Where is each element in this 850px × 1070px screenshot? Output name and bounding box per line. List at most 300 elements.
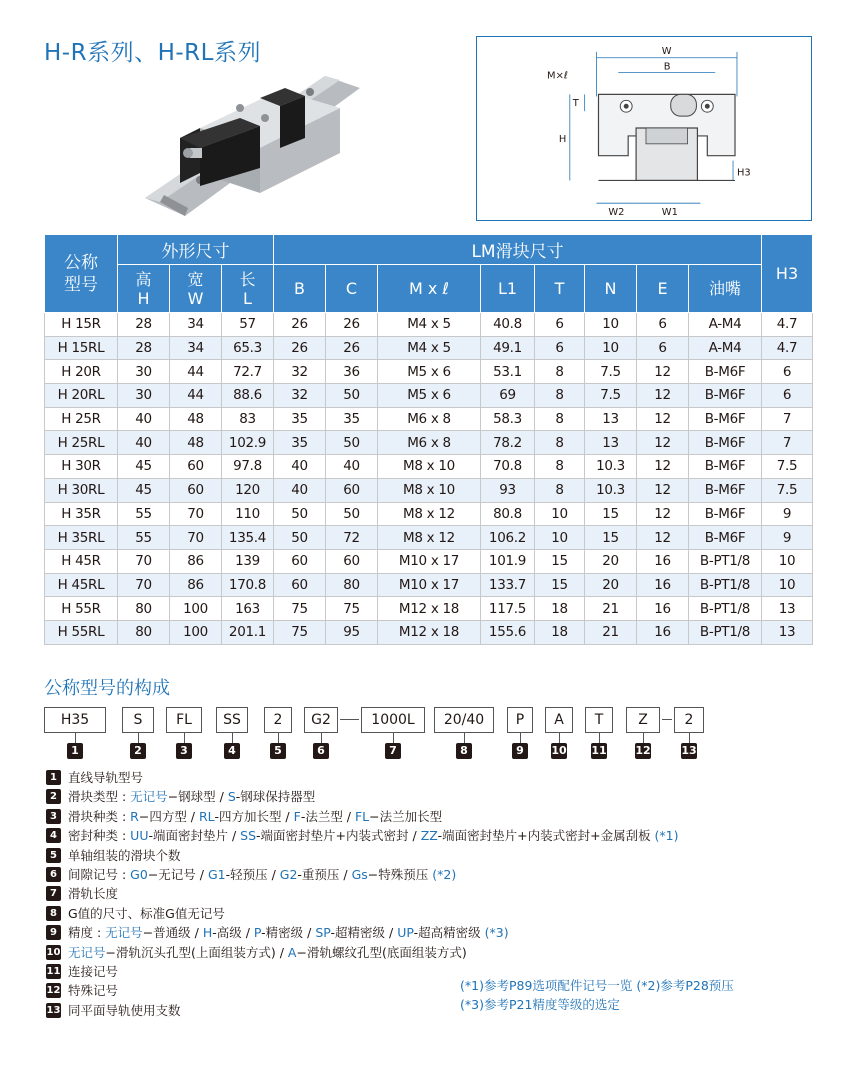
legend-text: G1 [207, 866, 226, 882]
table-cell: 6 [637, 336, 689, 360]
legend-text: −普通级 / [142, 925, 203, 941]
table-cell: H 15R [45, 313, 118, 337]
table-cell: 10 [585, 313, 637, 337]
legend-number-badge: 5 [46, 848, 61, 863]
code-part-box: SS [216, 707, 248, 733]
code-part-box: 20/40 [434, 707, 494, 733]
table-cell: 6 [762, 384, 813, 408]
table-cell: H 30RL [45, 478, 118, 502]
table-cell: 36 [326, 360, 378, 384]
legend-number-badge: 2 [46, 789, 61, 804]
diagram-label-w1: W1 [661, 207, 678, 219]
legend-text: FL [354, 808, 370, 824]
table-cell: 28 [118, 336, 170, 360]
legend-text: SP [315, 925, 331, 941]
header-outer: 外形尺寸 [118, 235, 274, 265]
table-cell: 6 [535, 313, 585, 337]
table-row [45, 313, 813, 337]
table-cell: 60 [274, 549, 326, 573]
table-cell: 9 [762, 502, 813, 526]
table-cell: 102.9 [222, 431, 274, 455]
table-cell: M6 x 8 [378, 431, 481, 455]
legend-text: R [130, 808, 139, 824]
note-line-1: (*1)参考P89选项配件记号一览 (*2)参考P28预压 [460, 978, 734, 993]
legend-text: −无记号 / [147, 866, 208, 882]
table-cell: 53.1 [481, 360, 535, 384]
table-cell: 48 [170, 431, 222, 455]
table-cell: M8 x 10 [378, 478, 481, 502]
code-number-badge: 2 [130, 743, 146, 759]
table-cell: H 25R [45, 407, 118, 431]
table-cell: 155.6 [481, 620, 535, 644]
table-cell: B-M6F [689, 360, 762, 384]
table-cell: H 45R [45, 549, 118, 573]
legend-text: 滑块种类 : [68, 808, 131, 824]
table-cell: 32 [274, 384, 326, 408]
table-cell: H 35RL [45, 526, 118, 550]
table-cell: M6 x 8 [378, 407, 481, 431]
legend-text: -重预压 / [297, 866, 352, 882]
table-row [45, 431, 813, 455]
table-cell: 170.8 [222, 573, 274, 597]
table-cell: 15 [585, 502, 637, 526]
table-row [45, 407, 813, 431]
spec-table [44, 234, 813, 645]
table-row [45, 360, 813, 384]
legend-text: (*2) [432, 866, 457, 882]
code-part-box: 1000L [361, 707, 425, 733]
table-cell: 44 [170, 384, 222, 408]
table-cell: 12 [637, 455, 689, 479]
table-row [45, 526, 813, 550]
table-cell: 60 [274, 573, 326, 597]
code-connector [321, 733, 322, 743]
table-cell: 35 [326, 407, 378, 431]
table-cell: 13 [585, 407, 637, 431]
table-cell: H 25RL [45, 431, 118, 455]
table-cell: 6 [535, 336, 585, 360]
table-cell: 34 [170, 313, 222, 337]
spec-table-body [45, 313, 813, 645]
table-cell: 135.4 [222, 526, 274, 550]
legend-number-badge: 12 [46, 985, 61, 997]
code-section-title: 公称型号的构成 [44, 678, 170, 699]
code-number-badge: 12 [635, 744, 651, 757]
legend-item [44, 787, 804, 806]
table-cell: 88.6 [222, 384, 274, 408]
table-cell: 4.7 [762, 313, 813, 337]
table-cell: 15 [535, 573, 585, 597]
table-row [45, 549, 813, 573]
legend-text: G值的尺寸、标准G值无记号 [68, 905, 225, 921]
table-cell: 20 [585, 549, 637, 573]
table-cell: H 55R [45, 597, 118, 621]
table-cell: B-M6F [689, 431, 762, 455]
table-cell: H 15RL [45, 336, 118, 360]
table-cell: 86 [170, 549, 222, 573]
legend-text: H [202, 925, 213, 941]
table-cell: M5 x 6 [378, 384, 481, 408]
code-part-box: T [585, 707, 613, 733]
header-block-col-5: N [585, 265, 637, 313]
legend-number-badge: 4 [46, 828, 61, 843]
legend-number-badge: 1 [46, 770, 61, 785]
table-row [45, 502, 813, 526]
table-cell: 70 [118, 573, 170, 597]
code-number-badge: 13 [681, 744, 697, 757]
table-cell: 40 [326, 455, 378, 479]
code-number-badge: 9 [512, 743, 528, 759]
table-cell: M12 x 18 [378, 597, 481, 621]
code-part-box: G2 [304, 707, 338, 733]
table-cell: M4 x 5 [378, 313, 481, 337]
code-part-box: 2 [264, 707, 292, 733]
legend-text: (*3) [484, 925, 509, 941]
legend-text: -精密级 / [261, 925, 316, 941]
header-outer-l: 长 L [222, 265, 274, 313]
table-cell: 106.2 [481, 526, 535, 550]
table-cell: 97.8 [222, 455, 274, 479]
legend-item [44, 846, 804, 865]
table-cell: 13 [762, 620, 813, 644]
table-cell: 12 [637, 502, 689, 526]
table-cell: 12 [637, 526, 689, 550]
table-cell: 95 [326, 620, 378, 644]
legend-text: 连接记号 [68, 963, 119, 979]
legend-text: -端面密封垫片+内装式密封 / [256, 828, 421, 844]
header-block-col-3: L1 [481, 265, 535, 313]
diagram-label-w: W [661, 45, 672, 57]
legend-text: 间隙记号 : [68, 866, 131, 882]
table-cell: 20 [585, 573, 637, 597]
diagram-label-t: T [572, 98, 579, 110]
code-connector [138, 733, 139, 743]
table-cell: 16 [637, 620, 689, 644]
legend-text: -高级 / [212, 925, 254, 941]
table-cell: 70 [118, 549, 170, 573]
legend-item [44, 807, 804, 826]
table-cell: 101.9 [481, 549, 535, 573]
code-part-box: 2 [674, 707, 704, 733]
legend-text: -四方加长型 / [214, 808, 294, 824]
table-cell: 10 [585, 336, 637, 360]
table-cell: B-PT1/8 [689, 597, 762, 621]
table-cell: M8 x 12 [378, 526, 481, 550]
table-cell: 32 [274, 360, 326, 384]
legend-text: G2 [279, 866, 298, 882]
header-block-col-7: 油嘴 [689, 265, 762, 313]
table-cell: 40 [118, 407, 170, 431]
table-cell: 30 [118, 360, 170, 384]
table-cell: 45 [118, 455, 170, 479]
table-cell: 50 [326, 431, 378, 455]
header-h3: H3 [762, 235, 813, 313]
legend-text: 精度 : [68, 925, 106, 941]
table-cell: 86 [170, 573, 222, 597]
table-row [45, 384, 813, 408]
legend-text: RL [199, 808, 215, 824]
reference-notes [460, 976, 734, 1014]
table-cell: 8 [535, 455, 585, 479]
table-cell: 6 [637, 313, 689, 337]
header-block: LM滑块尺寸 [274, 235, 762, 265]
table-cell: 21 [585, 597, 637, 621]
table-cell: 201.1 [222, 620, 274, 644]
table-cell: 50 [274, 502, 326, 526]
table-cell: 12 [637, 431, 689, 455]
table-cell: 65.3 [222, 336, 274, 360]
code-number-badge: 7 [385, 743, 401, 759]
legend-text: −特殊预压 [367, 866, 433, 882]
code-number-badge: 6 [313, 743, 329, 759]
legend-text: -超高精密级 [413, 925, 485, 941]
table-cell: 16 [637, 549, 689, 573]
table-cell: 40 [274, 478, 326, 502]
code-connector [393, 733, 394, 743]
table-cell: 55 [118, 526, 170, 550]
table-cell: M4 x 5 [378, 336, 481, 360]
sub-header-row [45, 265, 813, 313]
table-cell: 75 [274, 597, 326, 621]
table-cell: H 45RL [45, 573, 118, 597]
table-cell: 8 [535, 360, 585, 384]
legend-number-badge: 3 [46, 809, 61, 824]
table-cell: 12 [637, 384, 689, 408]
table-cell: 10 [762, 573, 813, 597]
table-cell: 7.5 [762, 455, 813, 479]
table-cell: 75 [274, 620, 326, 644]
diagram-label-h3: H3 [736, 167, 751, 179]
table-cell: 133.7 [481, 573, 535, 597]
legend-item [44, 826, 804, 845]
legend-text: −四方型 / [138, 808, 199, 824]
legend-text: −滑轨沉头孔型(上面组装方式) / [105, 944, 288, 960]
legend-number-badge: 7 [46, 886, 61, 901]
diagram-label-h: H [558, 133, 567, 145]
table-cell: B-PT1/8 [689, 549, 762, 573]
table-cell: 60 [170, 478, 222, 502]
table-cell: 7.5 [762, 478, 813, 502]
table-cell: 60 [170, 455, 222, 479]
legend-text: 无记号 [130, 789, 168, 805]
legend-text: −滑轨螺纹孔型(底面组装方式) [296, 944, 467, 960]
legend-item [44, 904, 804, 923]
legend-number-badge: 9 [46, 925, 61, 940]
table-cell: 70 [170, 526, 222, 550]
code-part-box: A [545, 707, 573, 733]
code-connector [184, 733, 185, 743]
table-cell: 70 [170, 502, 222, 526]
code-connector [599, 733, 600, 743]
code-number-badge: 3 [176, 743, 192, 759]
table-cell: 26 [274, 313, 326, 337]
header-block-col-1: C [326, 265, 378, 313]
table-cell: 80 [118, 620, 170, 644]
legend-text: 特殊记号 [68, 983, 119, 999]
code-part-box: Z [626, 707, 660, 733]
code-part-box: P [507, 707, 533, 733]
table-cell: 8 [535, 407, 585, 431]
legend-text: −法兰加长型 [369, 808, 443, 824]
table-cell: 18 [535, 597, 585, 621]
table-row [45, 478, 813, 502]
table-cell: 4.7 [762, 336, 813, 360]
legend-item [44, 923, 804, 942]
linear-guide-product-image [140, 68, 365, 218]
header-block-col-6: E [637, 265, 689, 313]
table-cell: 26 [326, 313, 378, 337]
table-cell: 93 [481, 478, 535, 502]
table-cell: 35 [274, 431, 326, 455]
legend-number-badge: 13 [46, 1004, 61, 1016]
table-cell: 45 [118, 478, 170, 502]
legend-text: F [293, 808, 301, 824]
legend-text: UP [397, 925, 414, 941]
table-cell: 12 [637, 407, 689, 431]
legend-text: 滑块类型 : [68, 789, 131, 805]
code-connector [464, 733, 465, 743]
table-cell: 49.1 [481, 336, 535, 360]
table-cell: H 35R [45, 502, 118, 526]
legend-text: 直线导轨型号 [68, 770, 144, 785]
table-cell: 100 [170, 620, 222, 644]
table-row [45, 597, 813, 621]
table-cell: 80.8 [481, 502, 535, 526]
header-block-col-4: T [535, 265, 585, 313]
table-cell: 12 [637, 478, 689, 502]
code-number-badge: 4 [224, 743, 240, 759]
table-cell: B-M6F [689, 478, 762, 502]
legend-text: 单轴组装的滑块个数 [68, 847, 181, 863]
legend-text: UU [130, 828, 149, 844]
legend-text: -超精密级 / [330, 925, 398, 941]
table-cell: B-M6F [689, 502, 762, 526]
table-row [45, 620, 813, 644]
code-dash [340, 719, 359, 720]
table-cell: 13 [585, 431, 637, 455]
table-cell: M10 x 17 [378, 573, 481, 597]
header-block-col-0: B [274, 265, 326, 313]
code-dash [662, 719, 672, 720]
table-cell: 30 [118, 384, 170, 408]
table-cell: 12 [637, 360, 689, 384]
table-cell: 10 [535, 502, 585, 526]
code-part-box: S [122, 707, 154, 733]
table-cell: M8 x 12 [378, 502, 481, 526]
table-cell: 78.2 [481, 431, 535, 455]
legend-number-badge: 8 [46, 906, 61, 921]
table-row [45, 573, 813, 597]
table-cell: 80 [118, 597, 170, 621]
table-cell: 8 [535, 431, 585, 455]
legend-text: P [253, 925, 262, 941]
legend-item [44, 943, 804, 962]
legend-item [44, 865, 804, 884]
code-connector [559, 733, 560, 743]
table-cell: A-M4 [689, 336, 762, 360]
table-cell: 7.5 [585, 360, 637, 384]
table-cell: 50 [274, 526, 326, 550]
legend-number-badge: 10 [46, 946, 61, 958]
code-connector [278, 733, 279, 743]
legend-number-badge: 11 [46, 965, 61, 977]
table-row [45, 336, 813, 360]
legend-item [44, 768, 804, 787]
table-cell: 83 [222, 407, 274, 431]
table-cell: 8 [535, 478, 585, 502]
table-cell: 34 [170, 336, 222, 360]
dimension-diagram [476, 36, 812, 221]
legend-text: -端面密封垫片 / [148, 828, 241, 844]
table-cell: 58.3 [481, 407, 535, 431]
header-block-col-2: M x ℓ [378, 265, 481, 313]
legend-text: -轻预压 / [225, 866, 280, 882]
table-cell: 70.8 [481, 455, 535, 479]
table-cell: 21 [585, 620, 637, 644]
legend-text: ZZ [420, 828, 438, 844]
legend-number-badge: 6 [46, 867, 61, 882]
table-cell: 10.3 [585, 478, 637, 502]
note-line-2: (*3)参考P21精度等级的选定 [460, 997, 620, 1012]
legend-text: SS [240, 828, 257, 844]
code-number-badge: 10 [551, 744, 567, 757]
table-cell: B-M6F [689, 407, 762, 431]
legend-text: S [227, 789, 236, 805]
legend-text: -端面密封垫片+内装式密封+金属刮板 [437, 828, 655, 844]
table-cell: 10 [762, 549, 813, 573]
table-cell: 120 [222, 478, 274, 502]
table-cell: 8 [535, 384, 585, 408]
legend-text: -法兰型 / [300, 808, 355, 824]
table-cell: 50 [326, 384, 378, 408]
table-cell: H 55RL [45, 620, 118, 644]
table-cell: 13 [762, 597, 813, 621]
table-cell: B-M6F [689, 526, 762, 550]
table-cell: 50 [326, 502, 378, 526]
table-cell: 48 [170, 407, 222, 431]
code-connector [643, 733, 644, 743]
table-cell: B-M6F [689, 384, 762, 408]
table-cell: 40.8 [481, 313, 535, 337]
legend-text: G0 [130, 866, 148, 882]
legend-text: 滑轨长度 [68, 886, 119, 902]
table-cell: 69 [481, 384, 535, 408]
table-cell: 72.7 [222, 360, 274, 384]
legend-text: 无记号 [105, 925, 143, 941]
table-cell: 26 [326, 336, 378, 360]
table-cell: M5 x 6 [378, 360, 481, 384]
legend-text: 密封种类 : [68, 828, 131, 844]
table-cell: 100 [170, 597, 222, 621]
table-cell: 16 [637, 573, 689, 597]
code-part-box: H35 [44, 707, 106, 733]
table-cell: 75 [326, 597, 378, 621]
table-cell: 10.3 [585, 455, 637, 479]
code-connector [520, 733, 521, 743]
header-model: 公称 型号 [45, 235, 118, 313]
table-cell: 40 [118, 431, 170, 455]
table-cell: 44 [170, 360, 222, 384]
legend-item [44, 884, 804, 903]
table-cell: 28 [118, 313, 170, 337]
diagram-label-ml: M×ℓ [547, 70, 568, 82]
table-cell: 7.5 [585, 384, 637, 408]
table-cell: 7 [762, 431, 813, 455]
code-part-box: FL [166, 707, 202, 733]
table-cell: 26 [274, 336, 326, 360]
header-outer-h: 高 H [118, 265, 170, 313]
table-cell: 9 [762, 526, 813, 550]
